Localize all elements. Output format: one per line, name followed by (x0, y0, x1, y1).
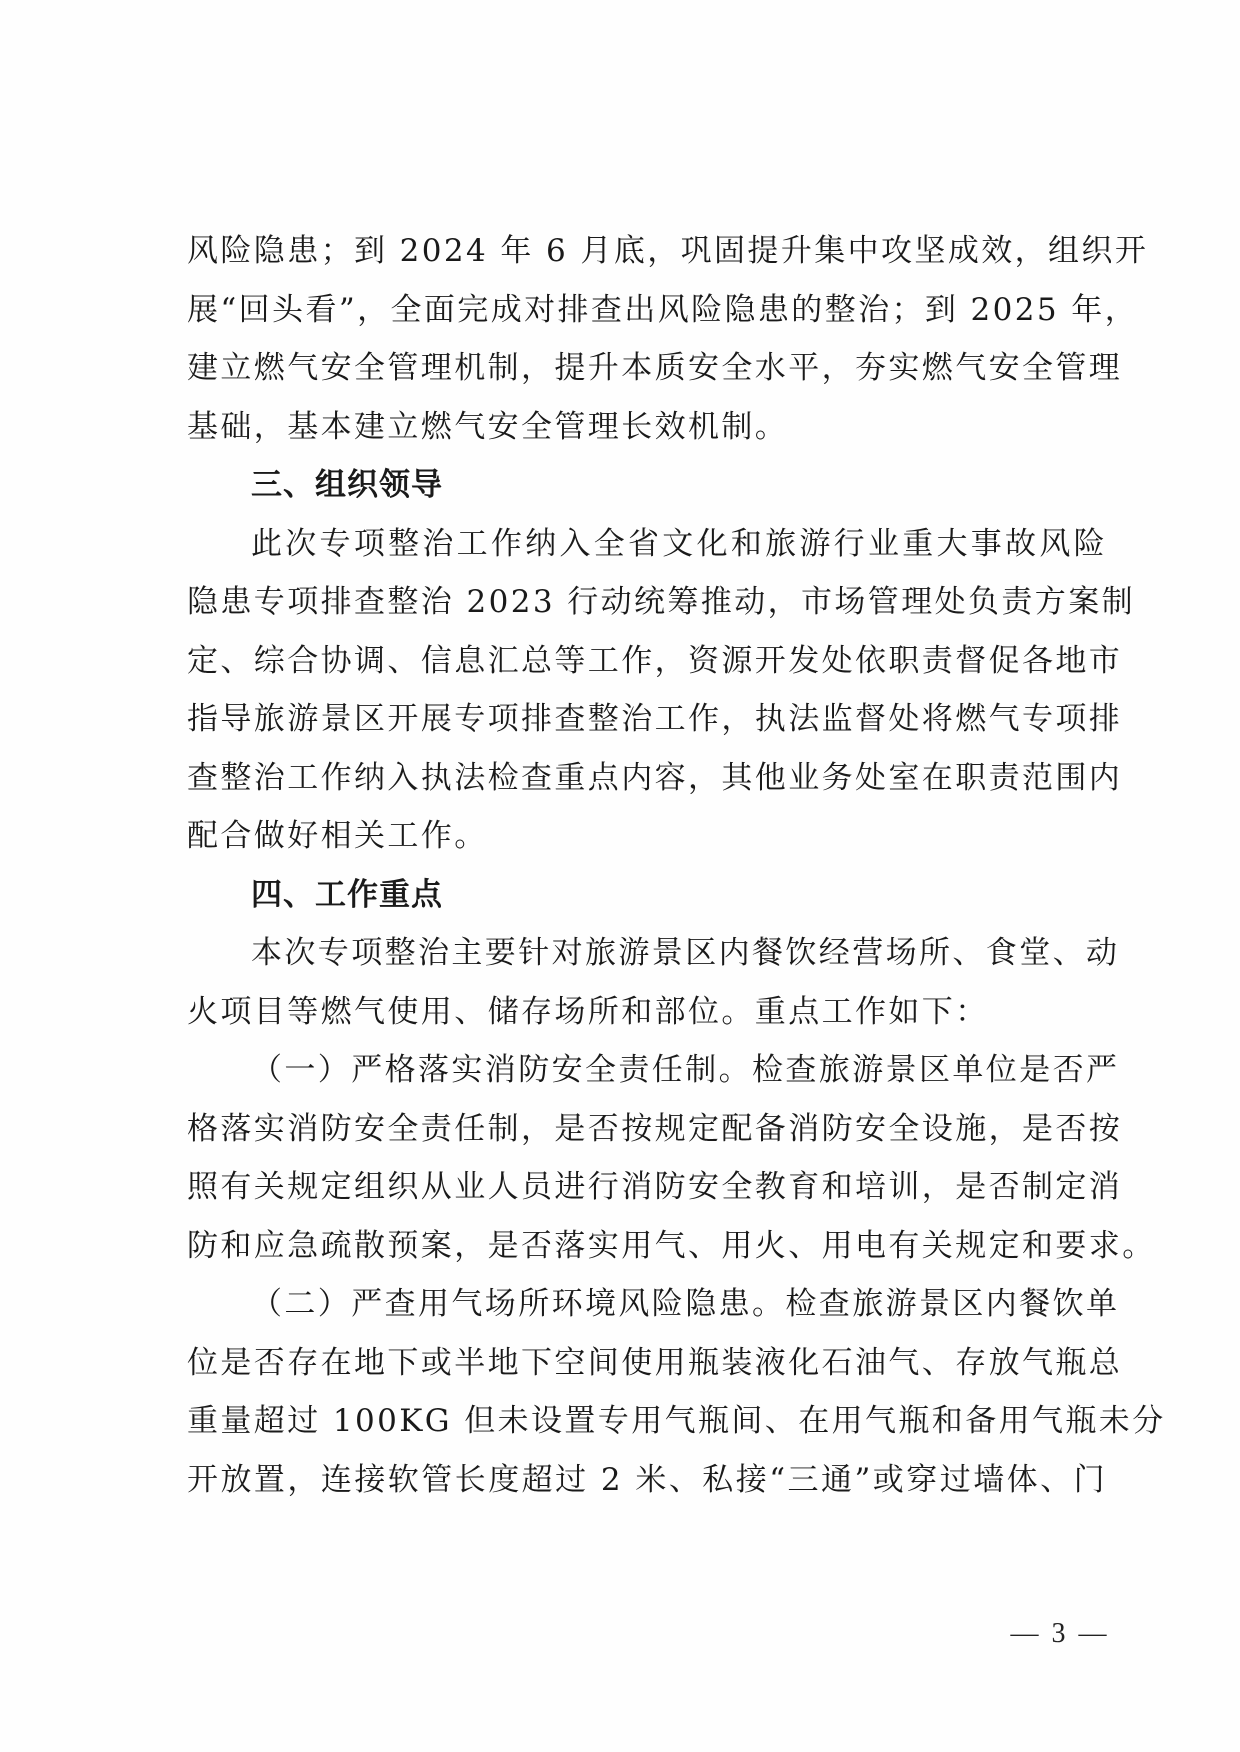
text-line: 位是否存在地下或半地下空间使用瓶装液化石油气、存放气瓶总 (187, 1344, 1123, 1381)
paragraph-key-work-intro (187, 924, 1120, 1041)
paragraph-organization (187, 515, 1135, 866)
section-heading-key-work: 四、工作重点 (251, 876, 443, 913)
text-line: 格落实消防安全责任制，是否按规定配备消防安全设施，是否按 (187, 1110, 1123, 1147)
text-line: 风险隐患；到 2024 年 6 月底，巩固提升集中攻坚成效，组织开 (187, 233, 1149, 269)
text-line: 此次专项整治工作纳入全省文化和旅游行业重大事故风险 (251, 525, 1107, 562)
section-heading-organization: 三、组织领导 (251, 467, 443, 503)
text-line: 建立燃气安全管理机制，提升本质安全水平，夯实燃气安全管理 (187, 350, 1123, 386)
paragraph-goals (187, 222, 1149, 456)
text-line: 指导旅游景区开展专项排查整治工作，执法监督处将燃气专项排 (187, 701, 1123, 737)
text-line: 重量超过 100KG 但未设置专用气瓶间、在用气瓶和备用气瓶未分 (187, 1403, 1166, 1439)
text-line: 定、综合协调、信息汇总等工作，资源开发处依职责督促各地市 (187, 642, 1123, 679)
document-body (187, 222, 1166, 1509)
text-line: 基础，基本建立燃气安全管理长效机制。 (187, 408, 789, 445)
text-line: 查整治工作纳入执法检查重点内容，其他业务处室在职责范围内 (187, 759, 1123, 796)
page-number: — 3 — (1010, 1618, 1110, 1649)
text-line: （一）严格落实消防安全责任制。检查旅游景区单位是否严 (251, 1052, 1120, 1088)
paragraph-item-2 (187, 1275, 1166, 1509)
text-line: 本次专项整治主要针对旅游景区内餐饮经营场所、食堂、动 (251, 935, 1120, 971)
text-line: 配合做好相关工作。 (187, 818, 488, 854)
text-line: 照有关规定组织从业人员进行消防安全教育和培训，是否制定消 (187, 1169, 1123, 1205)
text-line: （二）严查用气场所环境风险隐患。检查旅游景区内餐饮单 (251, 1286, 1120, 1322)
text-line: 开放置，连接软管长度超过 2 米、私接“三通”或穿过墙体、门 (187, 1461, 1107, 1498)
text-line: 火项目等燃气使用、储存场所和部位。重点工作如下： (187, 993, 989, 1030)
text-line: 隐患专项排查整治 2023 行动统筹推动，市场管理处负责方案制 (187, 584, 1135, 620)
paragraph-item-1 (187, 1041, 1156, 1275)
text-line: 防和应急疏散预案，是否落实用气、用火、用电有关规定和要求。 (187, 1227, 1156, 1264)
text-line: 展“回头看”，全面完成对排查出风险隐患的整治；到 2025 年， (187, 291, 1139, 328)
